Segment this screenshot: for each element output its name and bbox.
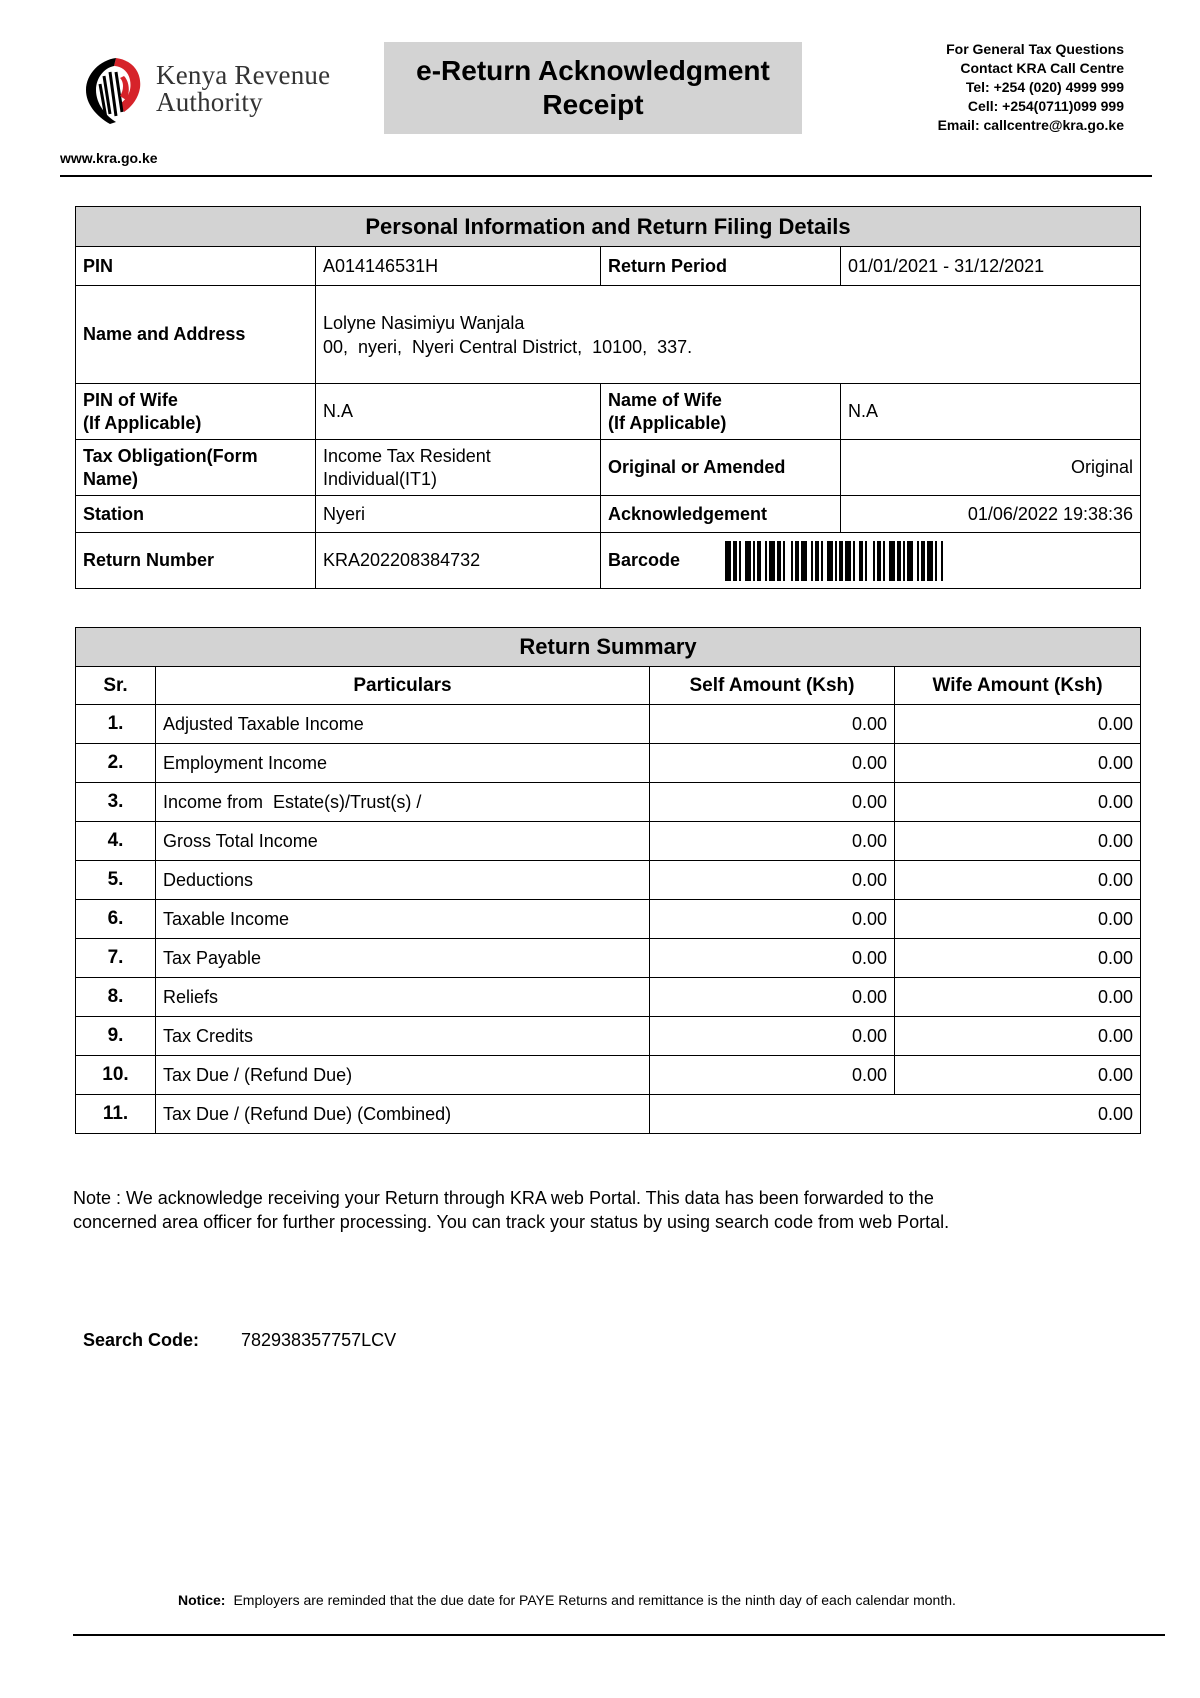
barcode-bar xyxy=(827,541,833,581)
return-number-label: Return Number xyxy=(76,533,316,589)
row-particular: Tax Credits xyxy=(156,1017,650,1056)
acknowledgement-value: 01/06/2022 19:38:36 xyxy=(841,496,1141,533)
row-self-amount: 0.00 xyxy=(650,1017,895,1056)
notice-text: Employers are reminded that the due date for PAYE Returns and remittance is the ninth day of each calendar month. xyxy=(233,1592,956,1608)
contact-email[interactable]: Email: callcentre@kra.go.ke xyxy=(937,117,1124,133)
pin-wife-label-line-2: (If Applicable) xyxy=(83,412,202,433)
col-header-particulars: Particulars xyxy=(156,667,650,705)
row-particular: Income from Estate(s)/Trust(s) / xyxy=(156,783,650,822)
row-self-amount: 0.00 xyxy=(650,1056,895,1095)
tax-obligation-label xyxy=(76,440,316,496)
barcode-bar xyxy=(883,541,885,581)
tax-obligation-value xyxy=(316,440,601,496)
row-combined-amount: 0.00 xyxy=(650,1095,1141,1134)
barcode-bar xyxy=(903,541,905,581)
barcode-bar xyxy=(821,541,823,581)
barcode-bar xyxy=(783,541,785,581)
pin-wife-label-line-1: PIN of Wife xyxy=(83,389,178,410)
row-wife-amount: 0.00 xyxy=(895,900,1141,939)
row-particular: Tax Payable xyxy=(156,939,650,978)
barcode-image xyxy=(725,541,1025,581)
name-wife-label xyxy=(601,384,841,440)
return-number-value: KRA202208384732 xyxy=(316,533,601,589)
pin-wife-value: N.A xyxy=(316,384,601,440)
tax-obligation-value-line-2: Individual(IT1) xyxy=(323,468,438,489)
name-wife-label-line-1: Name of Wife xyxy=(608,389,722,410)
row-wife-amount: 0.00 xyxy=(895,1056,1141,1095)
summary-row xyxy=(76,744,1141,783)
barcode-bar xyxy=(921,541,925,581)
barcode-bar xyxy=(811,541,813,581)
acknowledgement-label: Acknowledgement xyxy=(601,496,841,533)
taxpayer-name: Lolyne Nasimiyu Wanjala xyxy=(323,312,525,333)
row-sr: 11. xyxy=(76,1095,156,1134)
pin-label: PIN xyxy=(76,247,316,286)
row-sr: 1. xyxy=(76,705,156,744)
row-sr: 5. xyxy=(76,861,156,900)
station-label: Station xyxy=(76,496,316,533)
row-particular: Deductions xyxy=(156,861,650,900)
row-sr: 10. xyxy=(76,1056,156,1095)
row-wife-amount: 0.00 xyxy=(895,939,1141,978)
barcode-bar xyxy=(777,541,781,581)
personal-info-table xyxy=(75,206,1141,589)
barcode-bar xyxy=(769,541,775,581)
barcode-bar xyxy=(877,541,881,581)
summary-row xyxy=(76,978,1141,1017)
summary-row xyxy=(76,1056,1141,1095)
row-self-amount: 0.00 xyxy=(650,744,895,783)
contact-heading: For General Tax Questions xyxy=(946,41,1124,57)
row-wife-amount: 0.00 xyxy=(895,744,1141,783)
barcode-bar xyxy=(927,541,933,581)
row-wife-amount: 0.00 xyxy=(895,861,1141,900)
barcode-bar xyxy=(791,541,793,581)
brand-line-1: Kenya Revenue xyxy=(156,60,331,90)
barcode-bar xyxy=(745,541,751,581)
footer-divider xyxy=(73,1634,1165,1636)
summary-row xyxy=(76,939,1141,978)
notice-label: Notice: xyxy=(178,1592,226,1608)
row-sr: 7. xyxy=(76,939,156,978)
tax-obligation-label-line-1: Tax Obligation(Form xyxy=(83,445,258,466)
kra-lion-emblem-icon xyxy=(80,54,146,126)
row-particular: Adjusted Taxable Income xyxy=(156,705,650,744)
barcode-bar xyxy=(733,541,737,581)
note-line-2: concerned area officer for further processing. You can track your status by using search code from web Portal. xyxy=(73,1212,950,1232)
barcode-bar xyxy=(795,541,799,581)
summary-row xyxy=(76,783,1141,822)
barcode-bar xyxy=(917,541,919,581)
barcode-bar xyxy=(815,541,819,581)
row-particular: Taxable Income xyxy=(156,900,650,939)
website-link[interactable]: www.kra.go.ke xyxy=(60,150,158,166)
summary-row xyxy=(76,900,1141,939)
search-code xyxy=(83,1330,396,1351)
personal-info-title: Personal Information and Return Filing Details xyxy=(76,207,1141,247)
acknowledgement-note xyxy=(73,1186,1133,1234)
row-wife-amount: 0.00 xyxy=(895,705,1141,744)
row-sr: 2. xyxy=(76,744,156,783)
note-line-1: Note : We acknowledge receiving your Return through KRA web Portal. This data has been forwarded to the xyxy=(73,1188,934,1208)
barcode-bar xyxy=(889,541,895,581)
tax-obligation-label-line-2: Name) xyxy=(83,468,139,489)
search-code-value: 782938357757LCV xyxy=(241,1330,397,1350)
return-period-label: Return Period xyxy=(601,247,841,286)
summary-row xyxy=(76,861,1141,900)
barcode-bar xyxy=(897,541,901,581)
row-wife-amount: 0.00 xyxy=(895,1017,1141,1056)
taxpayer-address: 00, nyeri, Nyeri Central District, 10100, 337. xyxy=(323,336,693,357)
row-wife-amount: 0.00 xyxy=(895,822,1141,861)
row-self-amount: 0.00 xyxy=(650,978,895,1017)
barcode-bar xyxy=(757,541,761,581)
row-sr: 4. xyxy=(76,822,156,861)
tax-obligation-value-line-1: Income Tax Resident xyxy=(323,445,491,466)
row-particular: Employment Income xyxy=(156,744,650,783)
pin-wife-label xyxy=(76,384,316,440)
document-title xyxy=(384,42,802,134)
row-self-amount: 0.00 xyxy=(650,783,895,822)
row-particular: Tax Due / (Refund Due) (Combined) xyxy=(156,1095,650,1134)
contact-call-centre: Contact KRA Call Centre xyxy=(960,60,1124,76)
paye-notice xyxy=(178,1592,956,1608)
row-wife-amount: 0.00 xyxy=(895,978,1141,1017)
document-title-line-1: e-Return Acknowledgment xyxy=(416,55,770,86)
brand-line-2: Authority xyxy=(156,87,263,117)
row-sr: 9. xyxy=(76,1017,156,1056)
barcode-bar xyxy=(853,541,855,581)
name-wife-label-line-2: (If Applicable) xyxy=(608,412,727,433)
return-summary-table xyxy=(75,627,1141,1134)
station-value: Nyeri xyxy=(316,496,601,533)
row-self-amount: 0.00 xyxy=(650,900,895,939)
barcode-bar xyxy=(941,541,943,581)
barcode-bar xyxy=(801,541,807,581)
barcode-bar xyxy=(859,541,863,581)
row-self-amount: 0.00 xyxy=(650,939,895,978)
row-particular: Tax Due / (Refund Due) xyxy=(156,1056,650,1095)
kra-logo xyxy=(80,54,370,126)
search-code-label: Search Code: xyxy=(83,1330,200,1350)
barcode-bar xyxy=(873,541,875,581)
kra-wordmark xyxy=(156,62,330,116)
barcode-bar xyxy=(725,541,731,581)
contact-tel: Tel: +254 (020) 4999 999 xyxy=(965,79,1124,95)
summary-row-combined xyxy=(76,1095,1141,1134)
col-header-sr: Sr. xyxy=(76,667,156,705)
barcode-bar xyxy=(765,541,767,581)
barcode-bar xyxy=(753,541,755,581)
original-amended-label: Original or Amended xyxy=(601,440,841,496)
barcode-bar xyxy=(865,541,867,581)
return-summary-title: Return Summary xyxy=(76,628,1141,667)
barcode-label: Barcode xyxy=(608,549,681,570)
row-sr: 6. xyxy=(76,900,156,939)
row-self-amount: 0.00 xyxy=(650,861,895,900)
barcode-bar xyxy=(845,541,851,581)
barcode-bar xyxy=(907,541,913,581)
summary-row xyxy=(76,705,1141,744)
barcode-bar xyxy=(739,541,741,581)
pin-value: A014146531H xyxy=(316,247,601,286)
name-wife-value: N.A xyxy=(841,384,1141,440)
row-self-amount: 0.00 xyxy=(650,705,895,744)
barcode-bar xyxy=(835,541,837,581)
row-self-amount: 0.00 xyxy=(650,822,895,861)
return-period-value: 01/01/2021 - 31/12/2021 xyxy=(841,247,1141,286)
row-particular: Gross Total Income xyxy=(156,822,650,861)
document-title-line-2: Receipt xyxy=(542,89,644,120)
contact-block xyxy=(938,40,1124,135)
col-header-wife-amount: Wife Amount (Ksh) xyxy=(895,667,1141,705)
header-divider xyxy=(60,175,1152,177)
col-header-self-amount: Self Amount (Ksh) xyxy=(650,667,895,705)
original-amended-value: Original xyxy=(841,440,1141,496)
row-sr: 3. xyxy=(76,783,156,822)
row-particular: Reliefs xyxy=(156,978,650,1017)
row-wife-amount: 0.00 xyxy=(895,783,1141,822)
summary-row xyxy=(76,1017,1141,1056)
name-address-label: Name and Address xyxy=(76,286,316,384)
summary-row xyxy=(76,822,1141,861)
contact-cell: Cell: +254(0711)099 999 xyxy=(967,98,1124,114)
barcode-bar xyxy=(935,541,937,581)
barcode-bar xyxy=(839,541,843,581)
row-sr: 8. xyxy=(76,978,156,1017)
